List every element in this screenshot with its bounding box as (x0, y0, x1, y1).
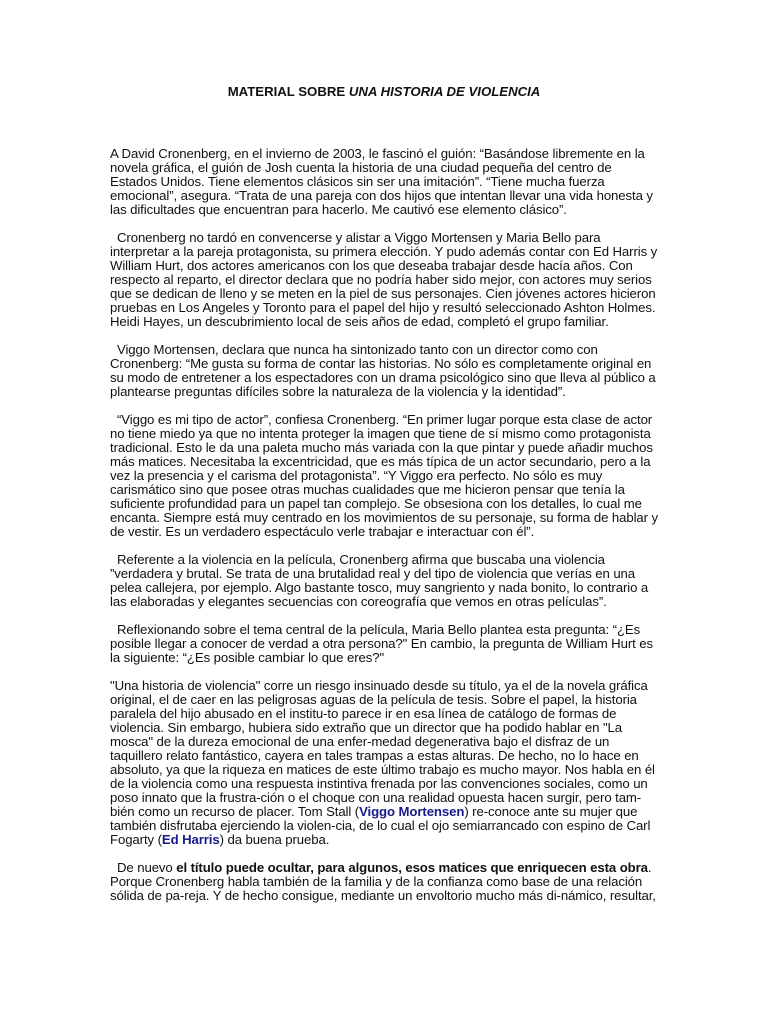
paragraph-5-text: Referente a la violencia en la película, Cronenberg afirma que buscaba una violencia ”verdadera y brutal. Se trata de una brutalidad real y del tipo de violencia que verías en una pelea callejera, por ejemplo. Algo bastante tosco, muy sangriento y nada bonito, lo contrario a las elaboradas y elegantes secuencias con coreografía que vemos en otras películas”. (110, 552, 649, 609)
title-prefix: MATERIAL SOBRE (227, 84, 349, 99)
link-ed-harris[interactable]: Ed Harris (161, 832, 220, 847)
paragraph-8 (110, 861, 660, 903)
paragraph-2-text: Cronenberg no tardó en convencerse y alistar a Viggo Mortensen y Maria Bello para interpretar a la pareja protagonista, su primera elección. Y pudo además contar con Ed Harris y William Hurt, dos actores americanos con los que deseaba trabajar desde hacía años. Con respecto al reparto, el director declara que no podría haber sido mejor, con actores muy serios que se dedican de lleno y se meten en la piel de sus personajes. Cien jóvenes actores hicieron pruebas en Los Angeles y Toronto para el papel del hijo y resultó seleccionado Ashton Holmes. Heidi Hayes, un descubrimiento local de seis años de edad, completó el grupo familiar. (110, 230, 658, 329)
paragraph-7-text-b: ) re-conoce ante su mujer que también disfrutaba ejerciendo la violen-cia, de lo cual el ojo semiarrancado con espino de Carl Fogarty ( (110, 804, 651, 847)
paragraph-4 (110, 413, 660, 539)
paragraph-1 (110, 147, 660, 217)
paragraph-8-text-a: De nuevo (117, 860, 177, 875)
paragraph-5 (110, 553, 660, 609)
paragraph-6 (110, 623, 660, 665)
paragraph-3 (110, 343, 660, 399)
paragraph-6-text: Reflexionando sobre el tema central de la película, Maria Bello plantea esta pregunta: “¿Es posible llegar a conocer de verdad a otra persona?" En cambio, la pregunta de William Hurt es la siguiente: “¿Es posible cambiar lo que eres?" (110, 622, 653, 665)
paragraph-8-bold-text: el título puede ocultar, para algunos, esos matices que enriquecen esta obra (176, 860, 648, 875)
link-viggo-mortensen[interactable]: Viggo Mortensen (359, 804, 465, 819)
title-film-name: UNA HISTORIA DE VIOLENCIA (348, 84, 541, 99)
document-title (0, 84, 768, 100)
paragraph-4-text: “Viggo es mi tipo de actor”, confiesa Cronenberg. “En primer lugar porque esta clase de actor no tiene miedo ya que no intenta proteger la imagen que tiene de sí mismo como protagonista tradicional. Esto le da una paleta mucho más variada con la que pintar y puede añadir muchos más matices. Necesitaba la excentricidad, que es más típica de un actor secundario, pero a la vez la presencia y el carisma del protagonista”. “Y Viggo era perfecto. No sólo es muy carismático sino que posee otras muchas cualidades que me hicieron pensar que tenía la suficiente profundidad para un papel tan complejo. Se obsesiona con los detalles, lo cual me encanta. Siempre está muy centrado en los movimientos de su personaje, su forma de hablar y de vestir. Es un verdadero espectáculo verle trabajar e interactuar con él”. (110, 412, 659, 539)
paragraph-7-text-c: ) da buena prueba. (219, 832, 330, 847)
document-body (110, 147, 660, 917)
paragraph-1-text: A David Cronenberg, en el invierno de 2003, le fascinó el guión: “Basándose libremente en la novela gráfica, el guión de Josh cuenta la historia de una ciudad pequeña del centro de Estados Unidos. Tiene elementos clásicos sin ser una imitación”. “Tiene mucha fuerza emocional”, asegura. “Trata de una pareja con dos hijos que intentan llevar una vida honesta y las dificultades que encuentran para hacerlo. Me cautivó ese elemento clásico”. (110, 146, 653, 217)
paragraph-2 (110, 231, 660, 329)
paragraph-3-text: Viggo Mortensen, declara que nunca ha sintonizado tanto con un director como con Cronenberg: “Me gusta su forma de contar las historias. No sólo es completamente original en su modo de entretener a los espectadores con un drama psicológico sino que lleva al público a plantearse preguntas difíciles sobre la naturaleza de la violencia y la identidad”. (110, 342, 656, 399)
paragraph-7-text-a: "Una historia de violencia" corre un riesgo insinuado desde su título, ya el de la novela gráfica original, el de caer en las peligrosas aguas de la película de tesis. Sobre el papel, la historia paralela del hijo abusado en el institu-to parece ir en esa línea de catálogo de formas de violencia. Sin embargo, hubiera sido extraño que un director que ha podido hablar en "La mosca" de la dureza emocional de una enfer-medad degenerativa bajo el disfraz de un taquillero relato fantástico, cayera en tales trampas a estas alturas. De hecho, no lo hace en absoluto, ya que la riqueza en matices de este último trabajo es mucho mayor. Nos habla en él de la violencia como una respuesta instintiva frenada por las convenciones sociales, como un poso innato que la frustra-ción o el choque con una realidad opuesta hacen surgir, pero tam-bién como un recurso de placer. Tom Stall ( (110, 678, 655, 819)
paragraph-8-text-b: . Porque Cronenberg habla también de la familia y de la confianza como base de una relación sólida de pa-reja. Y de hecho consigue, mediante un envoltorio mucho más di-námico, resultar, (110, 860, 656, 903)
paragraph-7 (110, 679, 660, 847)
